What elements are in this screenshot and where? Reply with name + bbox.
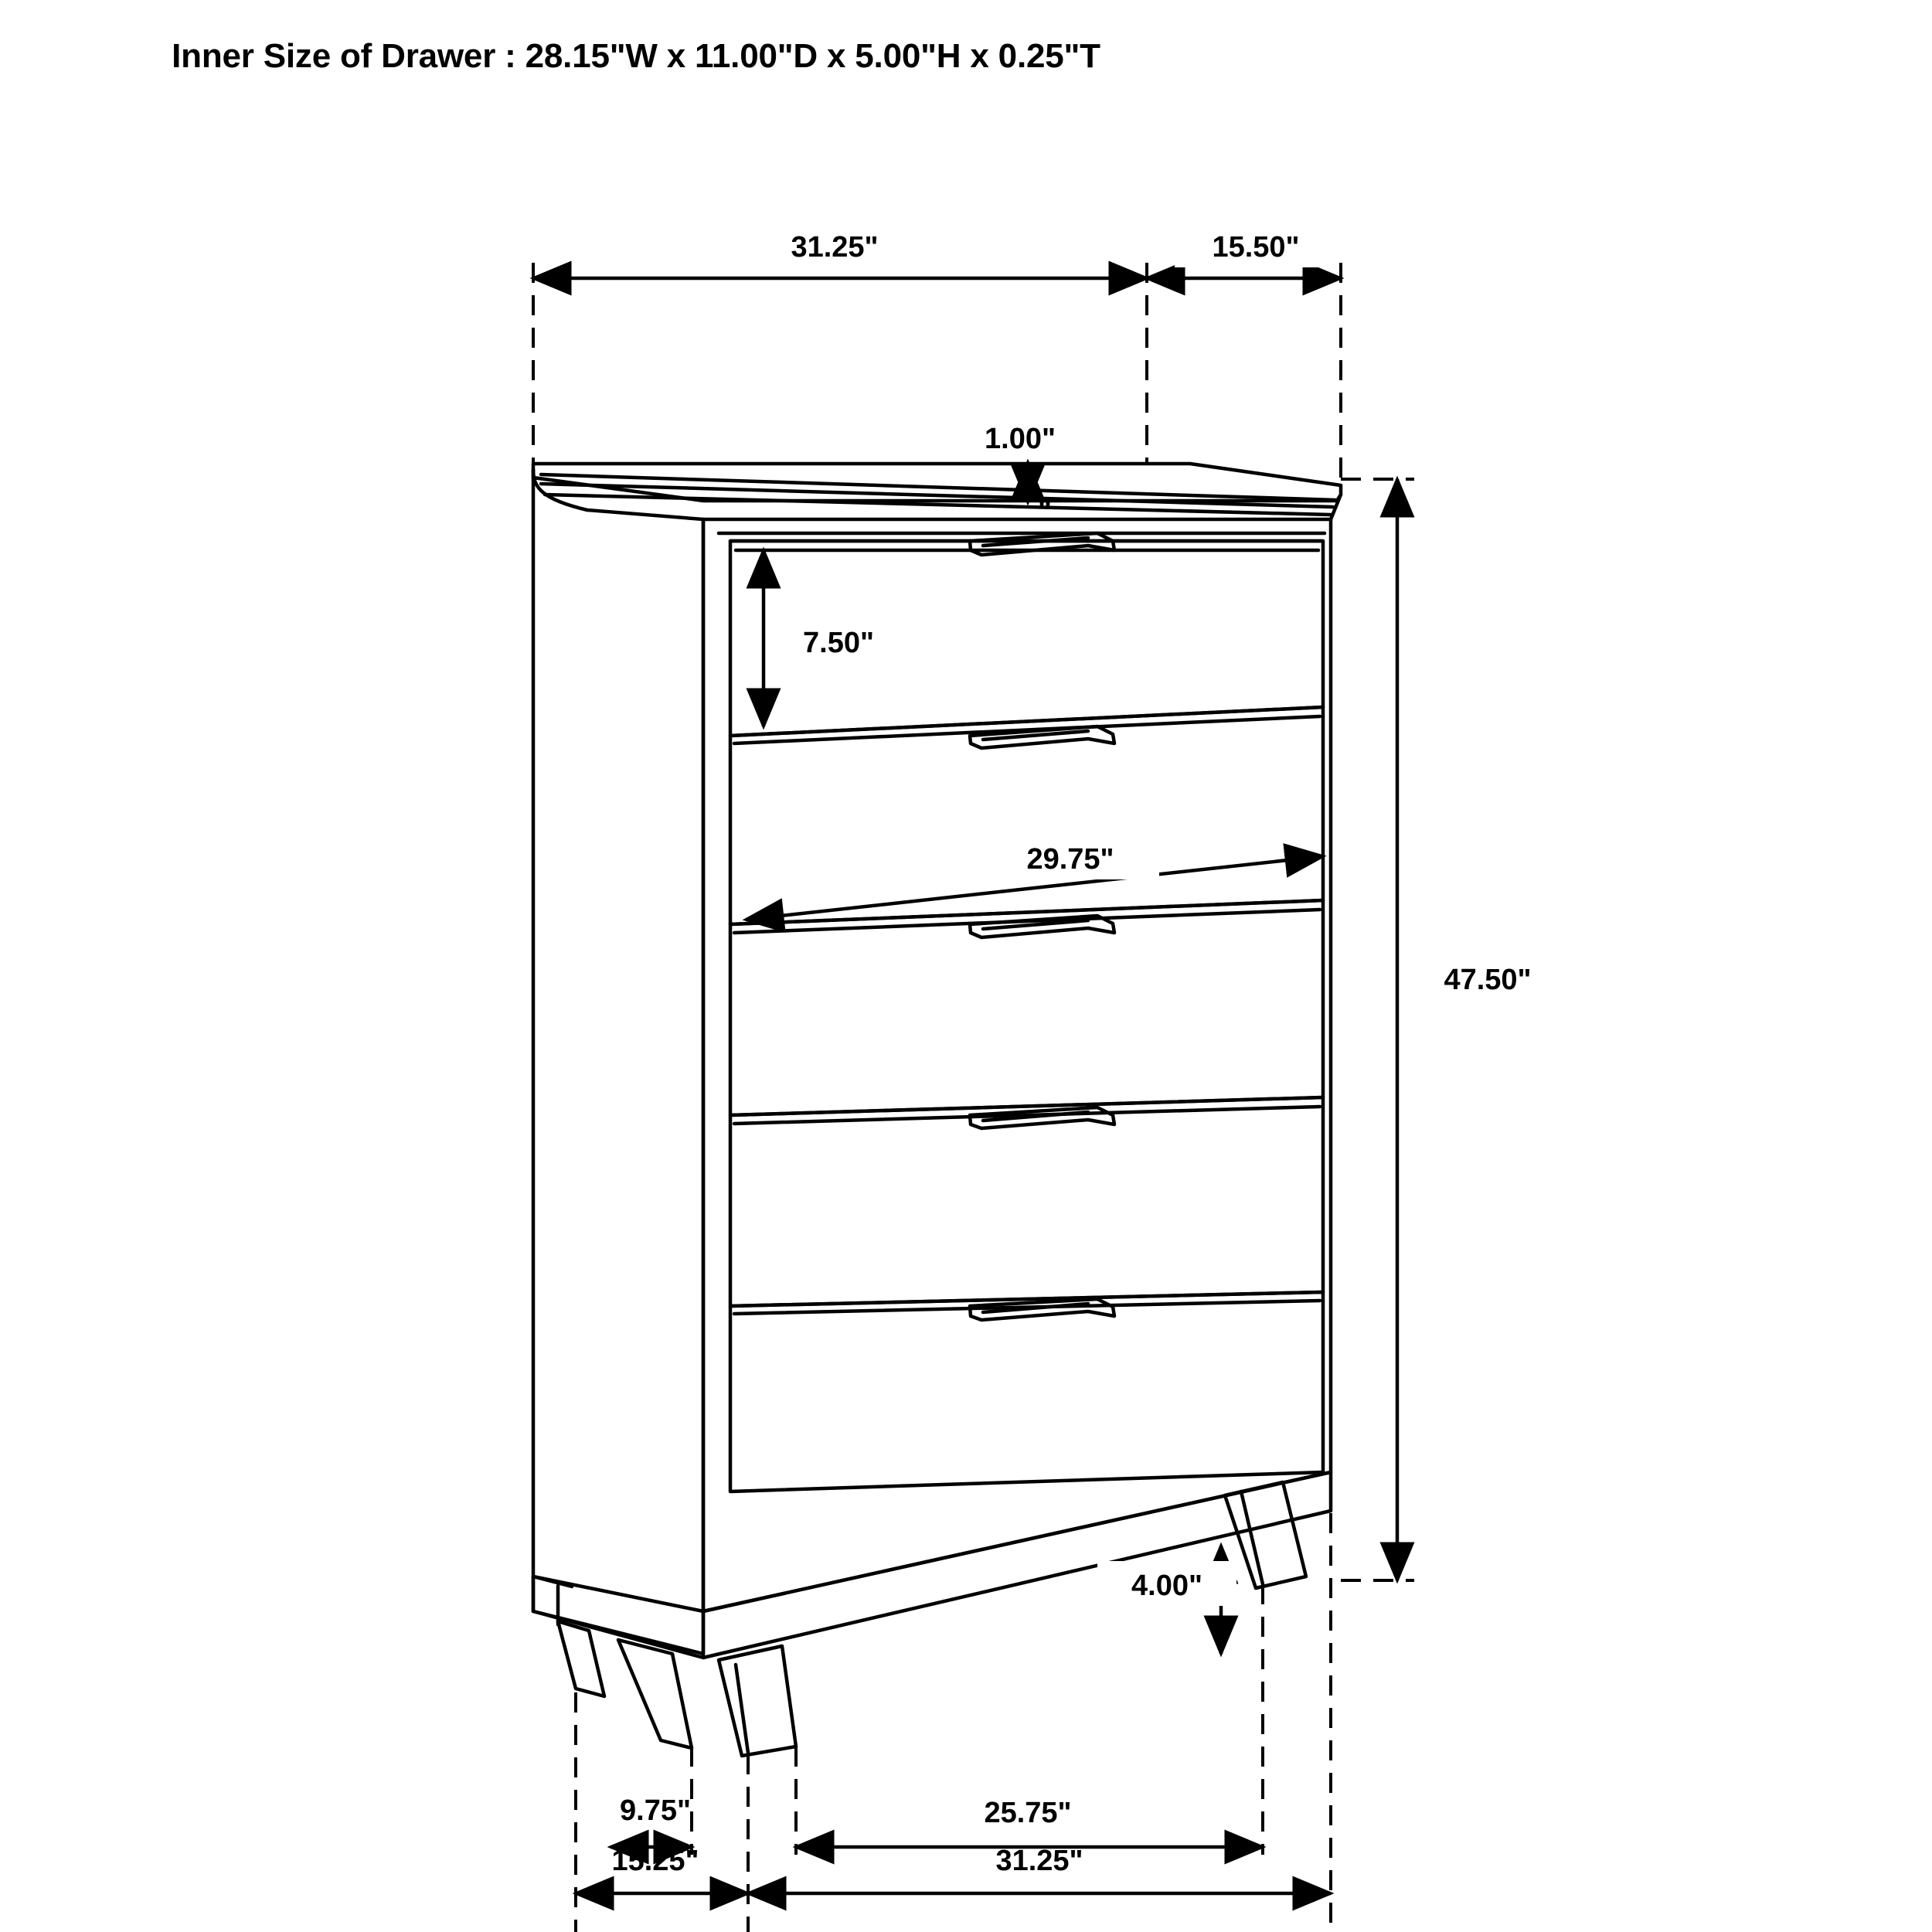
leg-back-right [1225, 1482, 1306, 1588]
dimension-labels [611, 223, 1531, 1877]
label-drawer-face-width: 29.75" [1026, 843, 1114, 876]
label-base-width: 31.25" [995, 1845, 1083, 1877]
label-cabinet-height: 47.50" [1444, 964, 1532, 996]
drawer-handle-2 [970, 726, 1114, 748]
page-title-text: Inner Size of Drawer : 28.15"W x 11.00"D x 5.00"H x 0.25"T [172, 37, 1100, 75]
label-base-depth: 15.25" [611, 1845, 699, 1877]
leg-front-right [719, 1646, 796, 1756]
label-drawer-face-height: 7.50" [803, 627, 874, 659]
label-leg-offset-side: 9.75" [620, 1794, 691, 1827]
label-top-width-front: 31.25" [791, 231, 879, 264]
leg-front-left [618, 1640, 692, 1748]
leg-back-left [558, 1621, 604, 1696]
label-top-overhang: 1.00" [985, 423, 1056, 455]
label-leg-span-front: 25.75" [984, 1797, 1072, 1829]
label-top-overhang-unit: " [1037, 496, 1053, 529]
label-top-width-side: 15.50" [1212, 231, 1300, 264]
label-leg-height: 4.00" [1131, 1570, 1202, 1602]
